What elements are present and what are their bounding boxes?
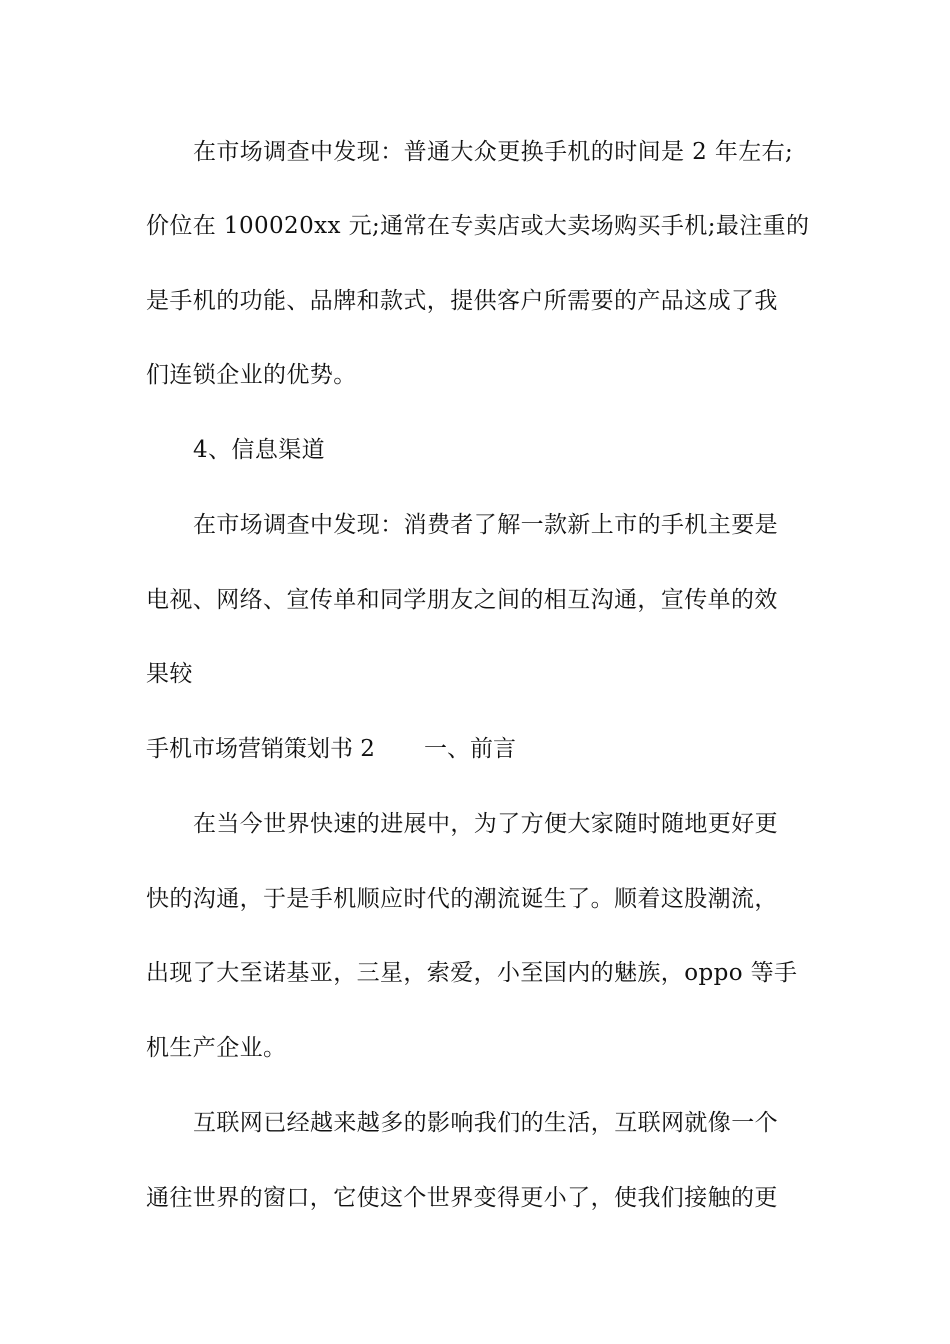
paragraph-line: 在当今世界快速的进展中，为了方便大家随时随地更好更 [193,811,778,837]
paragraph-line: 在市场调查中发现：消费者了解一款新上市的手机主要是 [193,512,778,538]
paragraph-line: 们连锁企业的优势。 [146,362,357,388]
paragraph-line: 在市场调查中发现：普通大众更换手机的时间是 2 年左右; [193,139,794,165]
paragraph-line: 通往世界的窗口，它使这个世界变得更小了，使我们接触的更 [146,1185,778,1211]
paragraph-line: 机生产企业。 [146,1035,287,1061]
paragraph-line: 是手机的功能、品牌和款式，提供客户所需要的产品这成了我 [146,288,778,314]
paragraph-line: 价位在 100020xx 元;通常在专卖店或大卖场购买手机;最注重的 [146,213,810,239]
section-subtitle: 一、前言 [424,736,516,762]
paragraph-line: 互联网已经越来越多的影响我们的生活，互联网就像一个 [193,1110,778,1136]
paragraph-line: 快的沟通，于是手机顺应时代的潮流诞生了。顺着这股潮流， [146,886,778,912]
subsection-heading: 4、信息渠道 [193,437,326,463]
paragraph-line: 电视、网络、宣传单和同学朋友之间的相互沟通，宣传单的效 [146,587,778,613]
section-title: 手机市场营销策划书 2 [146,736,375,762]
paragraph-line: 出现了大至诺基亚，三星，索爱，小至国内的魅族，oppo 等手 [146,960,798,986]
paragraph-line: 果较 [146,661,193,687]
